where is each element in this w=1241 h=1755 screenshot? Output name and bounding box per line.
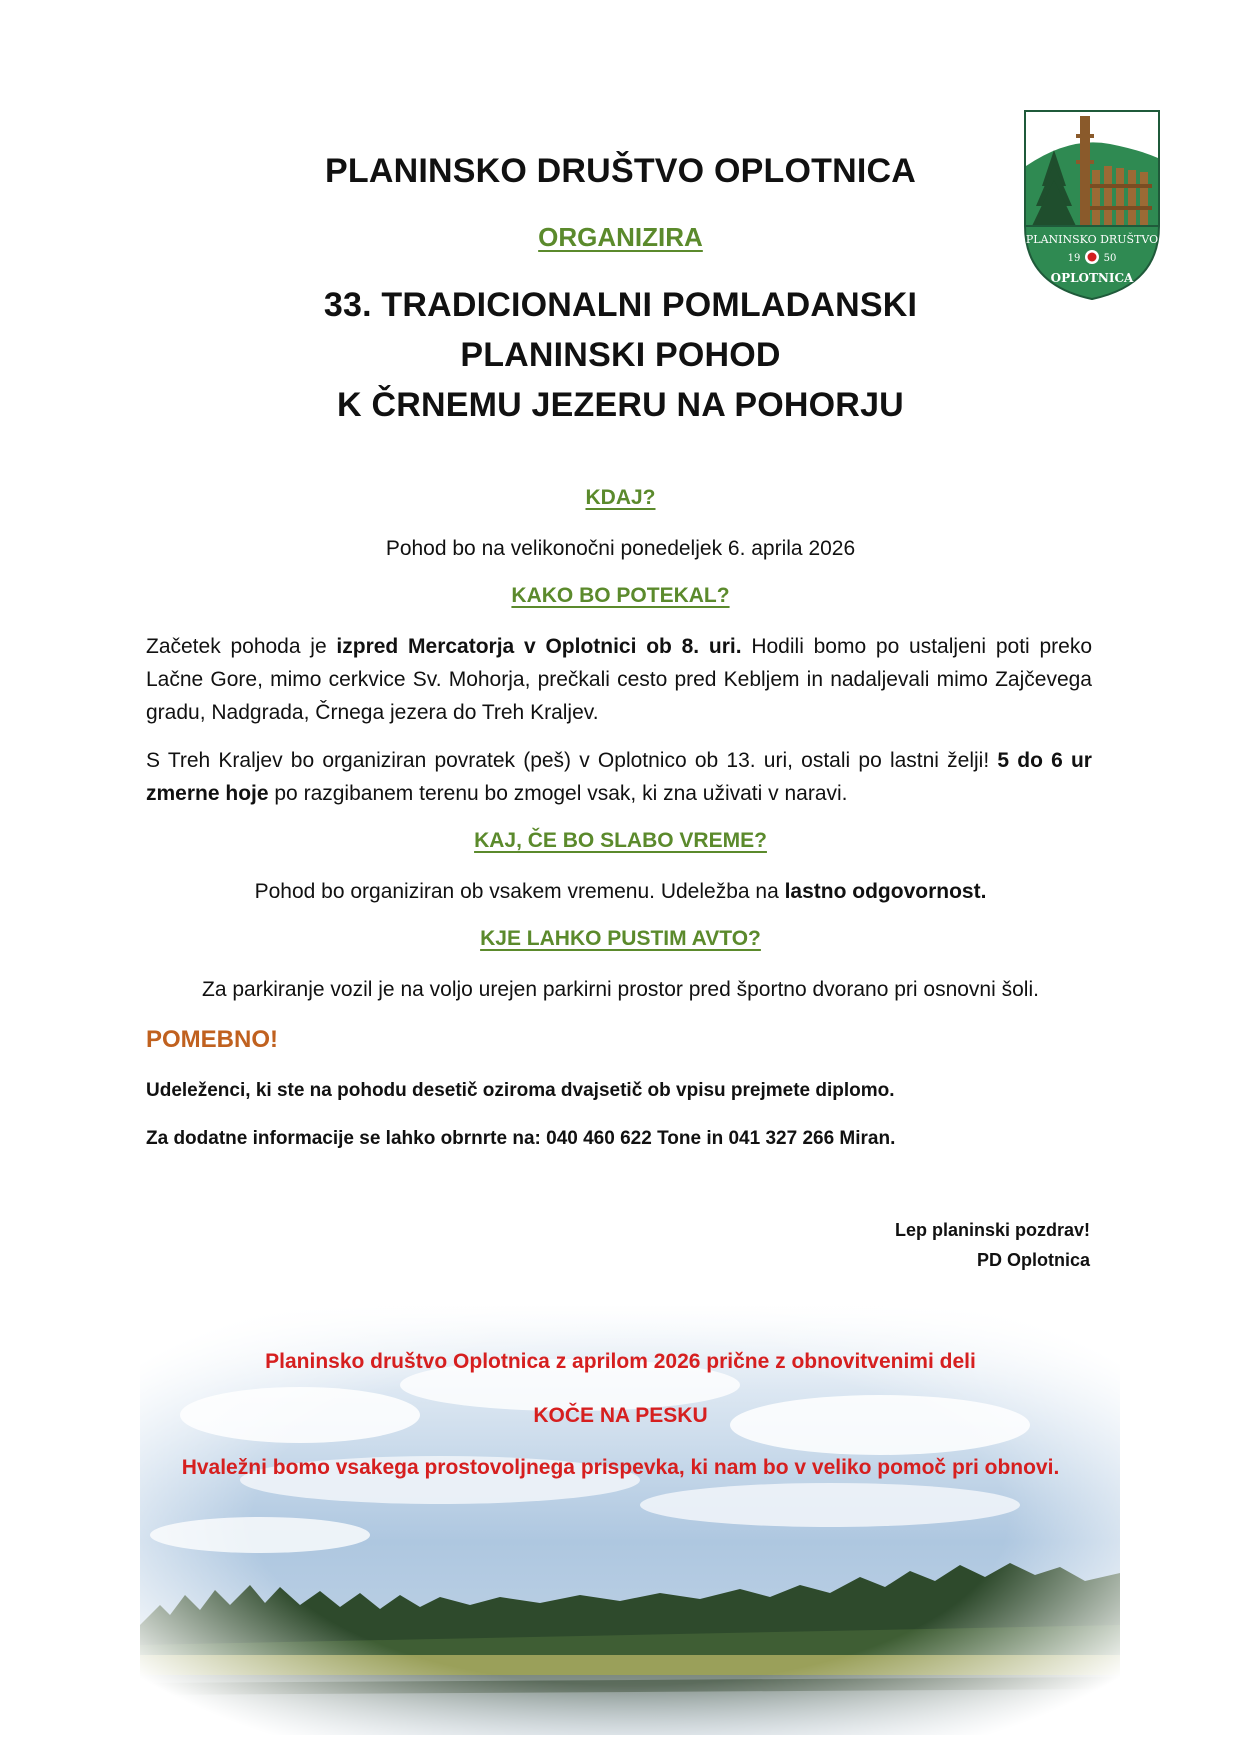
notice-line-3: Hvaležni bomo vsakega prostovoljnega prispevka, ki nam bo v veliko pomoč pri obnovi. bbox=[181, 1456, 1060, 1479]
how-p1-start: Začetek pohoda je bbox=[146, 635, 337, 658]
when-text: Pohod bo na velikonočni ponedeljek 6. aprila 2026 bbox=[385, 537, 856, 560]
club-name: PLANINSKO DRUŠTVO OPLOTNICA bbox=[325, 152, 916, 190]
how-p2-duration: 5 do 6 ur zmerne hoje bbox=[146, 749, 1092, 805]
club-logo bbox=[1020, 106, 1164, 302]
notice-line-2: KOČE NA PESKU bbox=[533, 1404, 708, 1427]
weather-responsibility: lastno odgovornost. bbox=[784, 880, 987, 903]
logo-text-top: PLANINSKO DRUŠTVO bbox=[1025, 233, 1159, 246]
how-p2-return: S Treh Kraljev bo organiziran povratek (peš) v Oplotnico ob 13. uri, ostali po lastni želji! bbox=[146, 749, 998, 772]
weather-text-main: Pohod bo organiziran ob vsakem vremenu. Udeležba na bbox=[254, 880, 785, 903]
important-diploma-line: Udeleženci, ki ste na pohodu desetič oziroma dvajsetič ob vpisu prejmete diplomo. bbox=[146, 1080, 895, 1101]
how-p2-terrain: po razgibanem terenu bo zmogel vsak, ki zna uživati v naravi. bbox=[268, 782, 848, 805]
organizes-heading: ORGANIZIRA bbox=[538, 222, 703, 252]
signature-greeting: Lep planinski pozdrav! bbox=[894, 1220, 1090, 1240]
how-heading: KAKO BO POTEKAL? bbox=[511, 584, 730, 607]
event-title-line-2: PLANINSKI POHOD bbox=[460, 336, 781, 374]
event-title-line-1: 33. TRADICIONALNI POMLADANSKI bbox=[323, 286, 918, 324]
important-heading: POMEBNO! bbox=[146, 1026, 278, 1053]
weather-heading: KAJ, ČE BO SLABO VREME? bbox=[474, 829, 767, 852]
how-paragraph-1 bbox=[146, 630, 1092, 729]
parking-text: Za parkiranje vozil je na voljo urejen parkirni prostor pred športno dvorano pri osnovni šoli. bbox=[202, 978, 1039, 1001]
how-paragraph-2 bbox=[146, 744, 1092, 810]
signature-org: PD Oplotnica bbox=[976, 1250, 1090, 1270]
when-heading: KDAJ? bbox=[585, 486, 656, 509]
parking-heading: KJE LAHKO PUSTIM AVTO? bbox=[480, 927, 761, 950]
logo-year-right: 50 bbox=[1103, 253, 1117, 264]
important-contact-line: Za dodatne informacije se lahko obrnrte na: 040 460 622 Tone in 041 327 266 Miran. bbox=[146, 1128, 896, 1149]
how-p1-meeting-point: izpred Mercatorja v Oplotnici ob 8. uri. bbox=[336, 635, 742, 658]
logo-year-left: 19 bbox=[1067, 253, 1081, 264]
how-p1-route: Hodili bomo po ustaljeni poti preko Lačne Gore, mimo cerkvice Sv. Mohorja, prečkali cesto pred Kebljem in nadaljevali mimo Zajčevega gradu, Nadgrada, Črnega jezera do Treh Kraljev. bbox=[146, 635, 1093, 724]
notice-line-1: Planinsko društvo Oplotnica z aprilom 2026 prične z obnovitvenimi deli bbox=[265, 1350, 976, 1373]
weather-text bbox=[0, 875, 1241, 908]
logo-text-bottom: OPLOTNICA bbox=[1050, 271, 1134, 285]
event-title-line-3: K ČRNEMU JEZERU NA POHORJU bbox=[337, 386, 904, 424]
